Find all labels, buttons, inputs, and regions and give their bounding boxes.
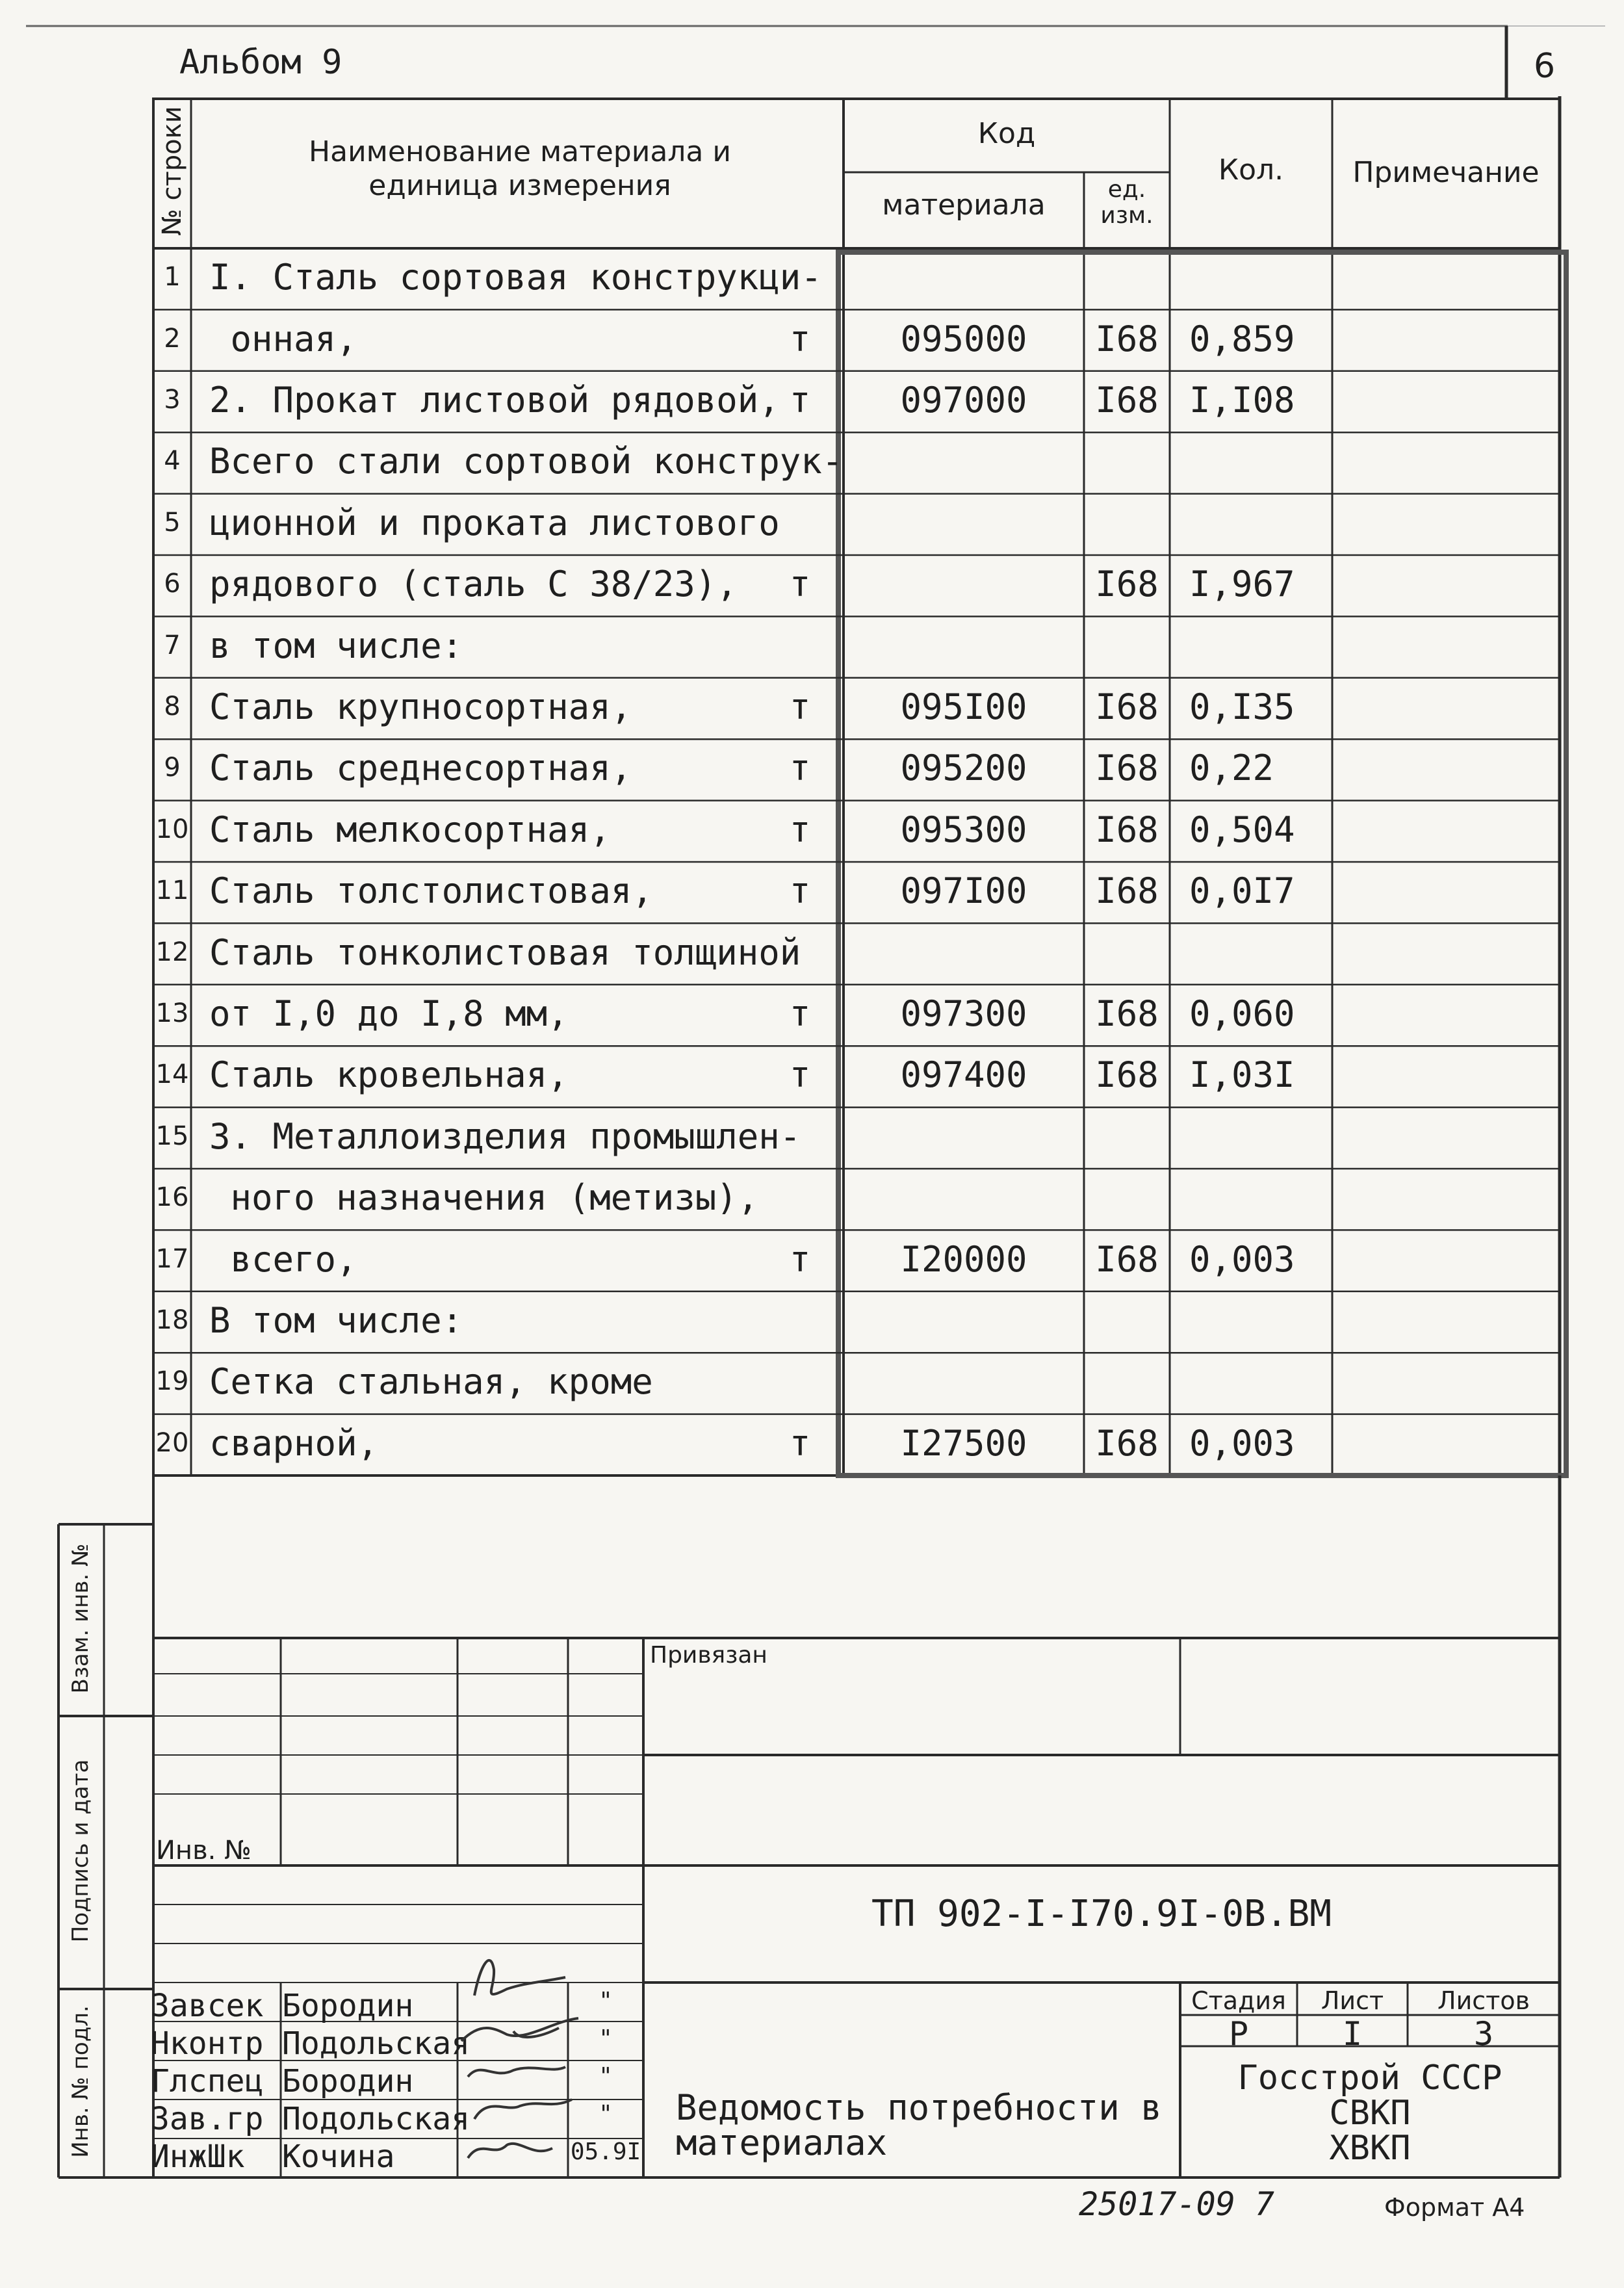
signature-marks [455, 1944, 611, 2178]
unit-code: I68 [1095, 1422, 1159, 1464]
unit-code: I68 [1095, 686, 1159, 727]
signer-date: " [599, 1988, 613, 2014]
stage-label: Стадия [1191, 1986, 1286, 2015]
unit-code: I68 [1095, 318, 1159, 359]
signer-role: ИнжШк [151, 2138, 245, 2175]
material-code: I27500 [900, 1422, 1027, 1464]
header-row-no: № строки [157, 106, 187, 236]
material-code: 095300 [900, 809, 1027, 850]
row-number: 13 [155, 998, 189, 1028]
unit-mark: т [789, 1054, 811, 1096]
unit-code: I68 [1095, 380, 1159, 421]
signer-date: " [599, 2101, 613, 2127]
row-number: 7 [164, 630, 181, 660]
row-number: 3 [164, 385, 181, 415]
row-number: 14 [155, 1060, 189, 1090]
signer-name: Бородин [282, 2063, 414, 2100]
row-number: 8 [164, 692, 181, 722]
quantity-value: 0,504 [1189, 809, 1295, 850]
quantity-value: 0,060 [1189, 993, 1295, 1034]
quantity-value: 0,22 [1189, 748, 1274, 789]
sheets-value: 3 [1473, 2015, 1494, 2053]
header-code-group: Код [977, 117, 1036, 150]
header-quantity: Кол. [1218, 153, 1284, 187]
material-name: ционной и проката листового [209, 502, 780, 543]
stage-value: Р [1228, 2015, 1249, 2053]
row-number: 5 [164, 507, 181, 538]
side-label-vzam: Взам. инв. № [68, 1543, 94, 1694]
organization-block [1180, 2060, 1560, 2166]
page-number: 6 [1534, 47, 1556, 86]
sheets-label: Листов [1437, 1986, 1530, 2015]
row-number: 20 [155, 1427, 189, 1458]
material-name: онная, [209, 318, 357, 359]
quantity-value: I,I08 [1189, 380, 1295, 421]
unit-code: I68 [1095, 564, 1159, 605]
header-remark: Примечание [1352, 156, 1540, 189]
unit-code: I68 [1095, 870, 1159, 912]
unit-mark: т [789, 564, 811, 605]
material-code: 097400 [900, 1054, 1027, 1096]
document-title: Ведомость потребности в материалах [676, 2087, 1162, 2163]
row-number: 18 [155, 1305, 189, 1335]
format-label: Формат А4 [1384, 2193, 1525, 2222]
side-label-inv-podl: Инв. № подл. [68, 2005, 94, 2158]
material-name: ного назначения (метизы), [209, 1177, 759, 1219]
side-label-podpis: Подпись и дата [68, 1759, 94, 1943]
unit-mark: т [789, 686, 811, 727]
row-number: 4 [164, 446, 181, 476]
material-name: 3. Металлоизделия промышлен- [209, 1115, 801, 1157]
unit-mark: т [789, 1238, 811, 1280]
header-name: Наименование материала и единица измерения [309, 135, 731, 202]
material-name: в том числе: [209, 625, 463, 666]
material-name: Сталь крупносортная, [209, 686, 632, 727]
unit-code: I68 [1095, 748, 1159, 789]
material-code: 097I00 [900, 870, 1027, 912]
material-name: сварной, [209, 1422, 379, 1464]
quantity-value: 0,I35 [1189, 686, 1295, 727]
row-number: 19 [155, 1366, 189, 1397]
album-label: Альбом 9 [179, 43, 342, 82]
quantity-value: 0,003 [1189, 1422, 1295, 1464]
quantity-value: 0,859 [1189, 318, 1295, 359]
material-name: Сталь тонколистовая толщиной [209, 931, 801, 973]
quantity-value: 0,0I7 [1189, 870, 1295, 912]
row-number: 2 [164, 323, 181, 354]
org-line-3: ХВКП [1329, 2129, 1411, 2168]
sheet-label: Лист [1321, 1986, 1384, 2015]
unit-mark: т [789, 748, 811, 789]
quantity-value: I,967 [1189, 564, 1295, 605]
row-number: 6 [164, 569, 181, 599]
signer-name: Подольская [282, 2101, 470, 2137]
org-line-1: Госстрой СССР [1237, 2059, 1502, 2098]
signer-date: 05.9I [570, 2138, 641, 2165]
sheet-value: I [1342, 2015, 1363, 2053]
material-code: 095I00 [900, 686, 1027, 727]
material-name: рядового (сталь С 38/23), [209, 564, 738, 605]
header-code-unit: ед. изм. [1100, 176, 1154, 229]
material-name: всего, [209, 1238, 357, 1280]
material-code: 097300 [900, 993, 1027, 1034]
unit-mark: т [789, 993, 811, 1034]
signer-name: Подольская [282, 2025, 470, 2062]
row-number: 17 [155, 1243, 189, 1274]
unit-mark: т [789, 1422, 811, 1464]
row-number: 9 [164, 753, 181, 783]
unit-mark: т [789, 380, 811, 421]
row-number: 1 [164, 262, 181, 292]
material-name: от I,0 до I,8 мм, [209, 993, 569, 1034]
material-name: Сталь среднесортная, [209, 748, 632, 789]
material-name: I. Сталь сортовая конструкци- [209, 257, 822, 298]
archive-number: 25017-09 7 [1079, 2185, 1275, 2223]
unit-mark: т [789, 809, 811, 850]
signer-date: " [599, 2063, 613, 2090]
signer-date: " [599, 2025, 613, 2052]
unit-mark: т [789, 870, 811, 912]
signer-role: Завсек [151, 1988, 264, 2024]
material-name: Сталь мелкосортная, [209, 809, 611, 850]
row-number: 11 [155, 876, 189, 906]
signer-role: Нконтр [151, 2025, 264, 2062]
privyazan-label: Привязан [650, 1642, 767, 1669]
quantity-value: 0,003 [1189, 1238, 1295, 1280]
material-name: 2. Прокат листовой рядовой, [209, 380, 780, 421]
inv-no-label: Инв. № [156, 1836, 251, 1866]
material-name: В том числе: [209, 1300, 463, 1341]
signer-name: Кочина [282, 2138, 395, 2175]
row-number: 10 [155, 814, 189, 844]
material-code: 095000 [900, 318, 1027, 359]
document-code: ТП 902-I-I70.9I-0В.ВМ [871, 1893, 1332, 1935]
material-name: Сетка стальная, кроме [209, 1361, 653, 1403]
row-number: 15 [155, 1121, 189, 1151]
material-code: I20000 [900, 1238, 1027, 1280]
material-code: 095200 [900, 748, 1027, 789]
header-code-material: материала [882, 188, 1046, 222]
material-name: Всего стали сортовой конструк- [209, 441, 844, 482]
quantity-value: I,03I [1189, 1054, 1295, 1096]
unit-mark: т [789, 318, 811, 359]
material-name: Сталь кровельная, [209, 1054, 569, 1096]
row-number: 16 [155, 1182, 189, 1213]
org-line-2: СВКП [1329, 2094, 1411, 2133]
row-number: 12 [155, 937, 189, 967]
material-name: Сталь толстолистовая, [209, 870, 653, 912]
unit-code: I68 [1095, 809, 1159, 850]
material-code: 097000 [900, 380, 1027, 421]
signer-role: Зав.гр [151, 2101, 264, 2137]
unit-code: I68 [1095, 993, 1159, 1034]
unit-code: I68 [1095, 1054, 1159, 1096]
signer-role: Глспец [151, 2063, 264, 2100]
signer-name: Бородин [282, 1988, 414, 2024]
unit-code: I68 [1095, 1238, 1159, 1280]
